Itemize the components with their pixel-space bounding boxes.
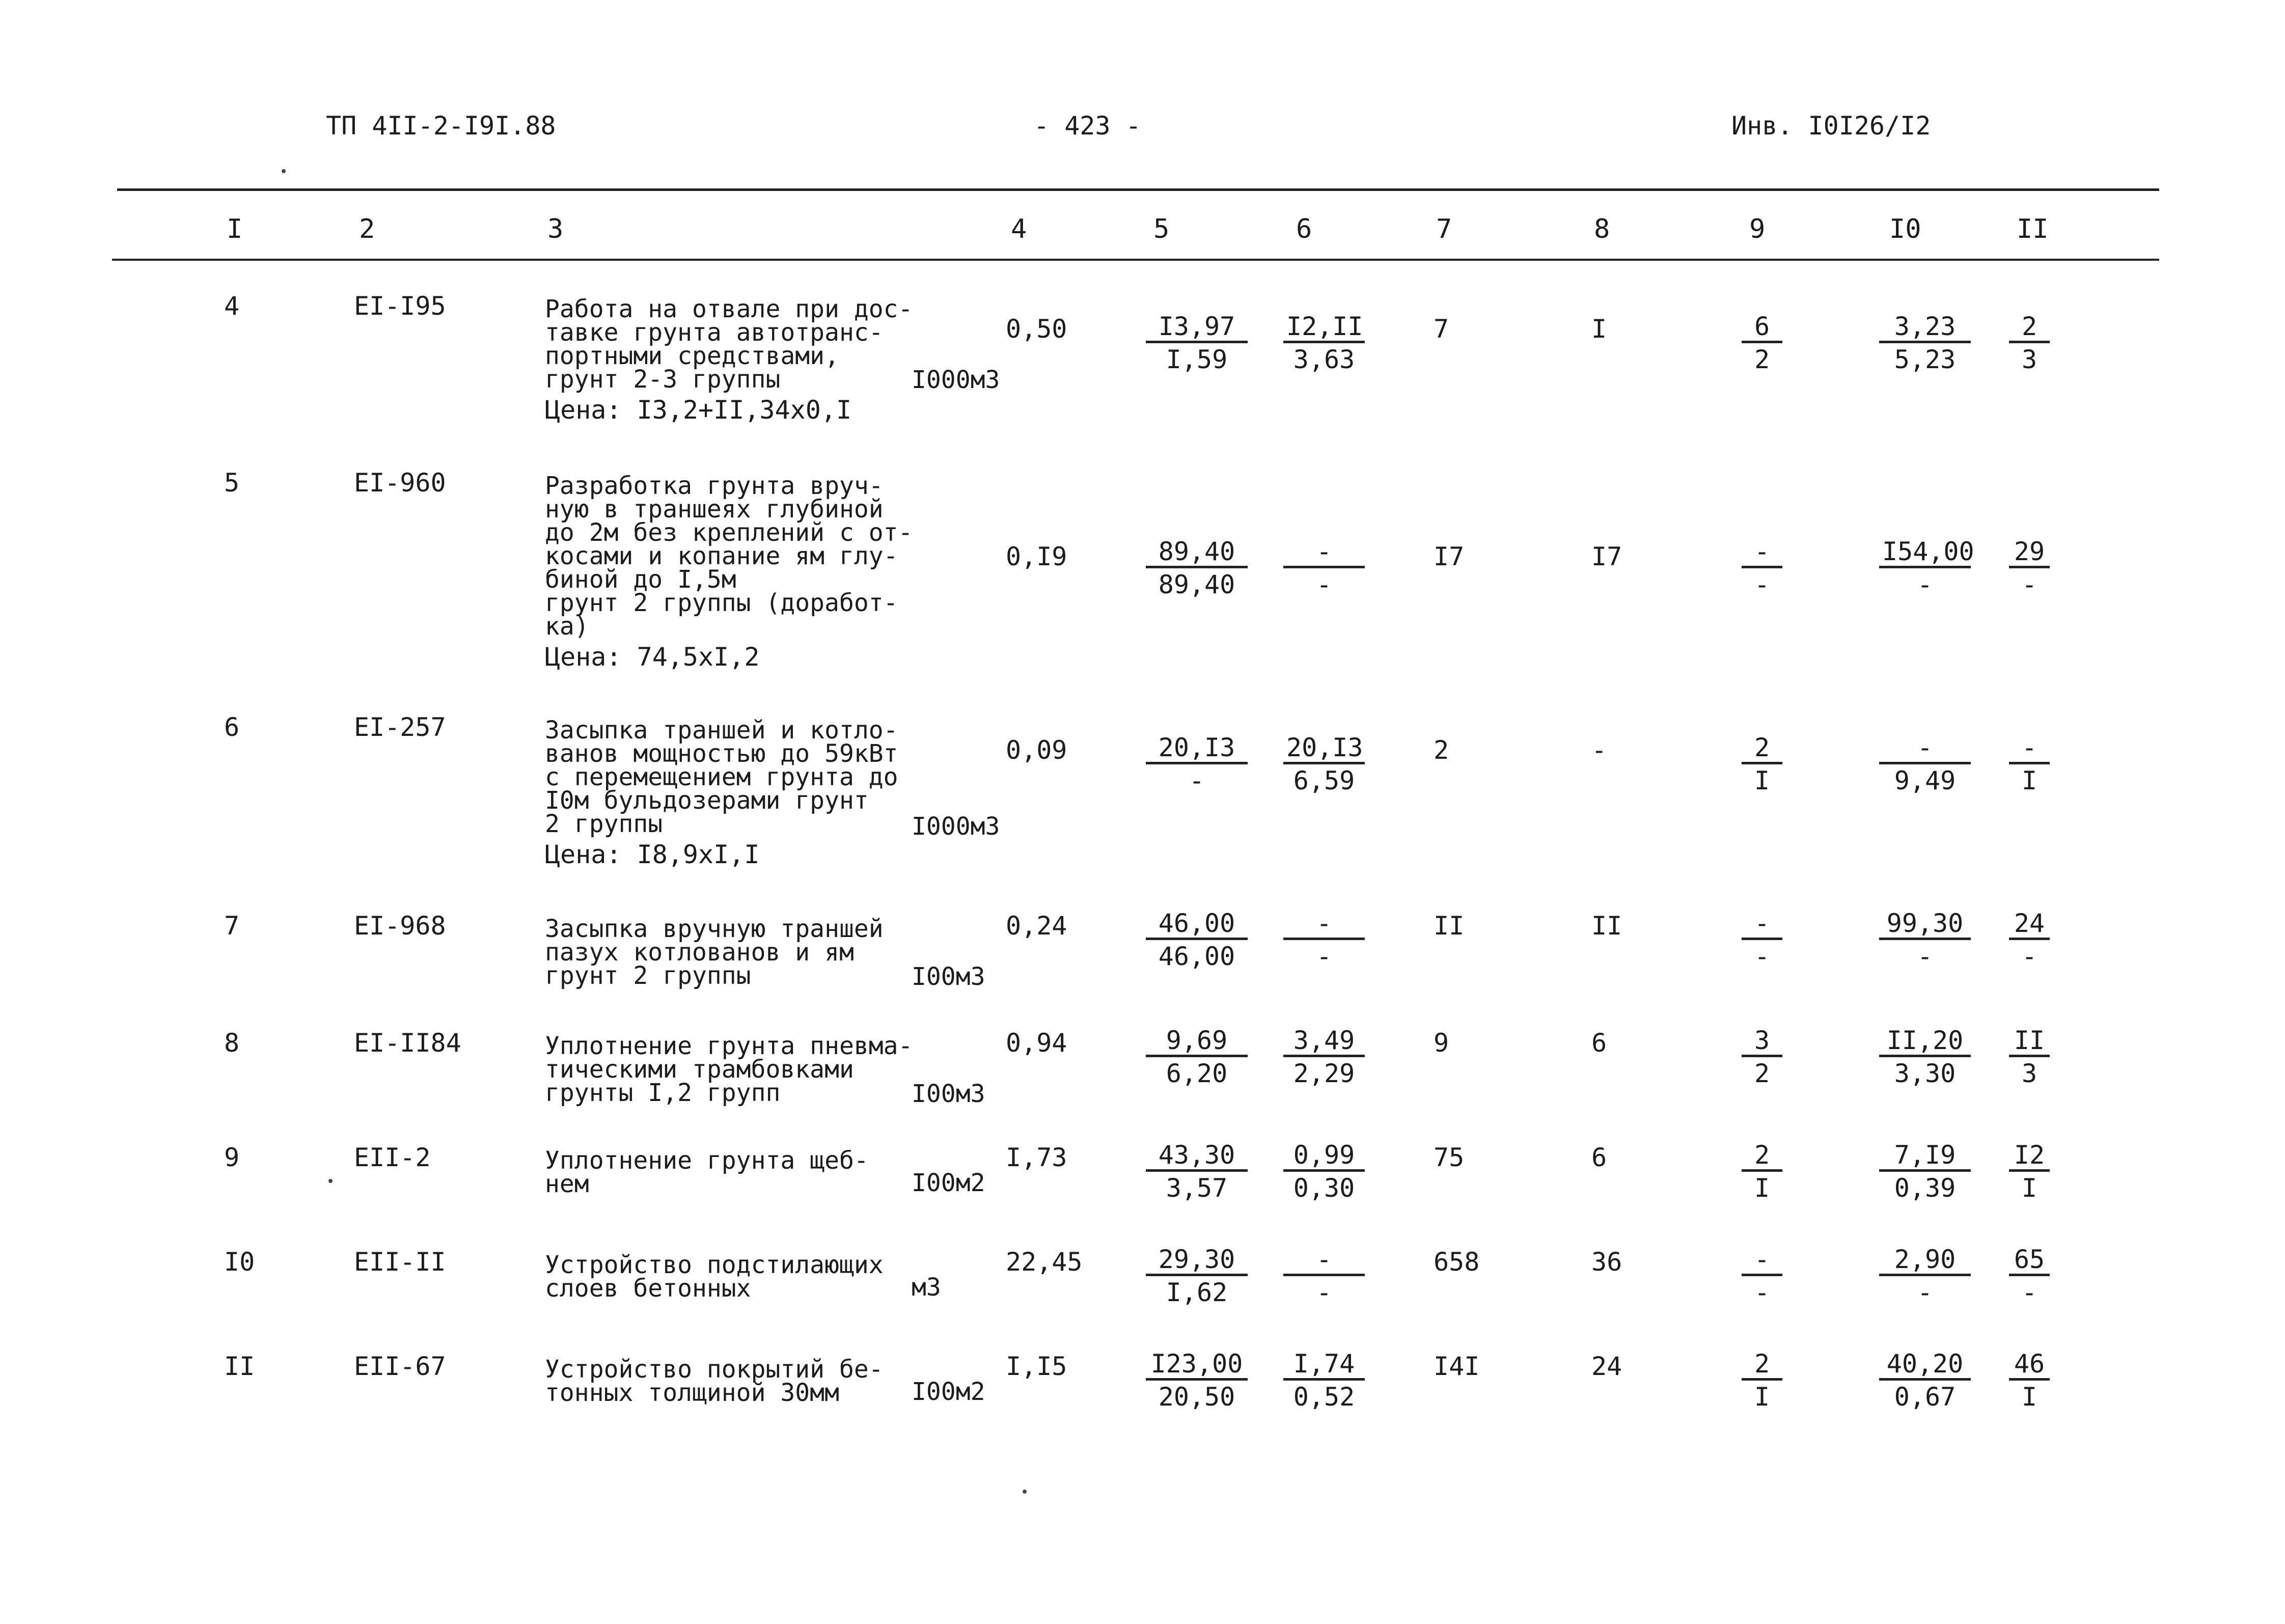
page-number: - 423 - [1034,111,1141,141]
col11-value-denominator: I [2021,1382,2038,1412]
norm-code: EII-2 [354,1143,431,1172]
col9-value-denominator: 2 [1754,345,1770,374]
col10-value-denominator: - [1917,942,1933,971]
col11-value-denominator: I [2021,1173,2038,1203]
col5-value-numerator: 46,00 [1146,909,1248,940]
col9-value [1742,909,1782,973]
col6-value-denominator: - [1316,1278,1332,1307]
col11-value [2009,1350,2050,1413]
col5-value [1146,733,1248,797]
col8-value: I [1591,314,1607,344]
unit-of-measure: I00м2 [912,1169,985,1197]
col6-value-numerator: I2,II [1283,312,1365,343]
col10-value [1879,1245,1971,1309]
col11-value-numerator: 46 [2009,1350,2050,1381]
col11-value [2009,537,2050,601]
col10-value-denominator: 3,30 [1894,1059,1956,1088]
norm-code: EI-968 [354,911,446,941]
column-header: 4 [1011,214,1027,244]
quantity: 22,45 [1006,1247,1083,1277]
col9-value [1742,733,1782,797]
description-line: грунты I,2 групп [545,1079,781,1107]
col9-value-denominator: I [1754,1173,1770,1203]
row-number: 7 [224,911,240,941]
col11-value-numerator: - [2009,733,2050,764]
description-line: ка) [545,612,589,641]
col9-value-denominator: - [1754,1278,1770,1307]
norm-code: EI-257 [354,712,446,742]
col6-value [1283,537,1365,601]
col9-value-numerator: 2 [1742,1350,1782,1381]
col7-value: 2 [1434,735,1449,765]
row-number: II [224,1352,255,1381]
price-formula: Цена: I8,9xI,I [545,840,760,869]
col11-value [2009,733,2050,797]
col8-value: 6 [1591,1028,1607,1058]
quantity: I,73 [1006,1143,1067,1172]
col9-value-numerator: 6 [1742,312,1782,343]
col10-value-numerator: - [1879,733,1971,764]
col5-value [1146,1141,1248,1204]
quantity: I,I5 [1006,1352,1067,1381]
col5-value-numerator: 9,69 [1146,1026,1248,1057]
description-line: биной до I,5м [545,565,736,594]
col10-value [1879,312,1971,376]
col6-value [1283,312,1365,376]
col9-value-denominator: I [1754,766,1770,795]
col7-value: II [1434,911,1465,941]
col10-value-numerator: I54,00 [1879,537,1971,568]
col5-value-denominator: 6,20 [1166,1059,1228,1088]
price-formula: Цена: I3,2+II,34x0,I [545,395,852,425]
col9-value-numerator: - [1742,909,1782,940]
col9-value-denominator: 2 [1754,1059,1770,1088]
col5-value-denominator: 89,40 [1158,570,1235,599]
col6-value-denominator: 6,59 [1293,766,1355,795]
col5-value-numerator: 29,30 [1146,1245,1248,1276]
column-header: 5 [1153,214,1170,244]
unit-of-measure: I000м3 [912,812,1000,841]
col11-value-numerator: I2 [2009,1141,2050,1172]
description-line: грунт 2 группы (доработ- [545,589,898,617]
work-description [545,915,884,990]
description-line: ную в траншеях глубиной [545,495,884,524]
col10-value [1879,1026,1971,1090]
col7-value: 7 [1434,314,1449,344]
col11-value-denominator: 3 [2021,1059,2038,1088]
norm-code: EII-II [354,1247,446,1277]
col10-value-denominator: 0,67 [1894,1382,1956,1412]
col11-value-denominator: - [2021,1278,2038,1307]
col9-value-numerator: 2 [1742,1141,1782,1172]
column-header: 7 [1436,214,1452,244]
unit-of-measure: I00м3 [912,1080,985,1108]
col9-value-denominator: - [1754,570,1770,599]
col9-value-denominator: I [1754,1382,1770,1412]
scan-speck [328,1179,333,1183]
description-line: грунт 2 группы [545,961,751,990]
description-line: Уплотнение грунта щеб- [545,1146,869,1175]
col11-value-denominator: - [2021,942,2038,971]
col7-value: 658 [1434,1247,1480,1277]
description-line: портными средствами, [545,342,839,370]
col5-value [1146,537,1248,601]
scan-speck [282,169,286,173]
description-line: Разработка грунта вруч- [545,472,884,500]
description-line: слоев бетонных [545,1274,751,1303]
quantity: 0,I9 [1006,542,1067,571]
col5-value-denominator: - [1189,766,1205,795]
row-number: 5 [224,468,240,498]
work-description [545,1251,884,1303]
col6-value-numerator: - [1283,537,1365,568]
col8-value: 36 [1591,1247,1622,1277]
row-number: 4 [224,291,240,321]
norm-code: EI-II84 [354,1028,461,1058]
col11-value-numerator: 2 [2009,312,2050,343]
col10-value [1879,733,1971,797]
col5-value-denominator: 20,50 [1158,1382,1235,1412]
col10-value [1879,537,1974,601]
col5-value-numerator: 43,30 [1146,1141,1248,1172]
row-number: 8 [224,1028,240,1058]
scan-speck [1023,1490,1027,1494]
col6-value-numerator: 0,99 [1283,1141,1365,1172]
col10-value-denominator: - [1917,1278,1933,1307]
unit-of-measure: I00м2 [912,1378,985,1406]
col5-value [1146,1026,1248,1090]
quantity: 0,94 [1006,1028,1067,1058]
col10-value-numerator: II,20 [1879,1026,1971,1057]
col5-value-denominator: I,62 [1166,1278,1228,1307]
description-line: 2 группы [545,810,663,838]
work-description [545,295,913,425]
description-line: I0м бульдозерами грунт [545,786,869,815]
col8-value: II [1591,911,1622,941]
col9-value [1742,1141,1782,1204]
col5-value-denominator: 3,57 [1166,1173,1228,1203]
description-line: нем [545,1170,589,1198]
col10-value-numerator: 40,20 [1879,1350,1971,1381]
unit-of-measure: I00м3 [912,962,985,991]
col5-value-numerator: 89,40 [1146,537,1248,568]
col9-value-numerator: 2 [1742,733,1782,764]
col11-value-denominator: - [2021,570,2038,599]
col10-value-denominator: 9,49 [1894,766,1956,795]
col8-value: 6 [1591,1143,1607,1172]
work-description [545,716,898,869]
description-line: тавке грунта автотранс- [545,318,884,347]
col8-value: I7 [1591,542,1622,571]
col10-value-denominator: - [1917,570,1933,599]
col8-value: 24 [1591,1352,1622,1381]
table-top-rule [117,188,2159,191]
col6-value [1283,1350,1365,1413]
unit-of-measure: м3 [912,1273,941,1302]
col11-value [2009,909,2050,973]
doc-code: ТП 4II-2-I9I.88 [326,111,556,141]
col10-value [1879,1141,1971,1204]
work-description [545,1355,884,1407]
col6-value-numerator: 3,49 [1283,1026,1365,1057]
col5-value-numerator: 20,I3 [1146,733,1248,764]
col10-value [1879,909,1971,973]
norm-code: EI-I95 [354,291,446,321]
description-line: ванов мощностью до 59кВт [545,739,898,768]
norm-code: EI-960 [354,468,446,498]
column-header: 2 [359,214,375,244]
description-line: тическими трамбовками [545,1055,854,1084]
col9-value-numerator: - [1742,537,1782,568]
description-line: тонных толщиной 30мм [545,1379,839,1407]
col7-value: 9 [1434,1028,1449,1058]
norm-code: EII-67 [354,1352,446,1381]
work-description [545,1034,913,1105]
col6-value-denominator: 0,30 [1293,1173,1355,1203]
col10-value-numerator: 7,I9 [1879,1141,1971,1172]
row-number: 6 [224,712,240,742]
description-line: Уплотнение грунта пневма- [545,1032,913,1060]
column-header: 3 [547,214,564,244]
col7-value: I7 [1434,542,1465,571]
col5-value [1146,1245,1248,1309]
col10-value [1879,1350,1971,1413]
col7-value: 75 [1434,1143,1465,1172]
col10-value-numerator: 99,30 [1879,909,1971,940]
column-header: 9 [1749,214,1766,244]
description-line: пазух котлованов и ям [545,938,854,967]
col6-value-denominator: - [1316,570,1332,599]
inventory-number: Инв. I0I26/I2 [1731,111,1931,141]
col9-value [1742,1245,1782,1309]
description-line: Устройство подстилающих [545,1251,884,1279]
row-number: 9 [224,1143,240,1172]
column-header: 8 [1594,214,1610,244]
description-line: Устройство покрытий бе- [545,1355,884,1384]
col6-value-numerator: I,74 [1283,1350,1365,1381]
col6-value [1283,1245,1365,1309]
work-description [545,472,913,672]
col6-value [1283,1026,1365,1090]
description-line: грунт 2-3 группы [545,365,781,394]
column-header: 6 [1296,214,1312,244]
col10-value-denominator: 5,23 [1894,345,1956,374]
col5-value [1146,1350,1248,1413]
work-description [545,1146,869,1198]
column-header: II [2017,214,2049,244]
col11-value-denominator: I [2021,766,2038,795]
quantity: 0,09 [1006,735,1067,765]
description-line: Работа на отвале при дос- [545,295,913,323]
price-formula: Цена: 74,5xI,2 [545,642,760,672]
col6-value [1283,909,1365,973]
col6-value-denominator: 0,52 [1293,1382,1355,1412]
col6-value [1283,733,1365,797]
unit-of-measure: I000м3 [912,366,1000,394]
col9-value [1742,1026,1782,1090]
col11-value-numerator: 65 [2009,1245,2050,1276]
col6-value-denominator: 2,29 [1293,1059,1355,1088]
col11-value [2009,1245,2050,1309]
column-header: I0 [1889,214,1921,244]
col5-value-numerator: I3,97 [1146,312,1248,343]
col6-value-numerator: - [1283,909,1365,940]
col5-value-numerator: I23,00 [1146,1350,1248,1381]
quantity: 0,50 [1006,314,1067,344]
col9-value [1742,312,1782,376]
col6-value-denominator: - [1316,942,1332,971]
col11-value-numerator: II [2009,1026,2050,1057]
col9-value [1742,1350,1782,1413]
col7-value: I4I [1434,1352,1480,1381]
description-line: Засыпка вручную траншей [545,915,884,943]
col5-value [1146,909,1248,973]
col9-value [1742,537,1782,601]
col5-value [1146,312,1248,376]
col11-value-numerator: 29 [2009,537,2050,568]
col11-value [2009,312,2050,376]
col10-value-numerator: 3,23 [1879,312,1971,343]
col6-value-numerator: 20,I3 [1283,733,1365,764]
col11-value-denominator: 3 [2021,345,2038,374]
col10-value-denominator: 0,39 [1894,1173,1956,1203]
col6-value-denominator: 3,63 [1293,345,1355,374]
col11-value [2009,1026,2050,1090]
col9-value-denominator: - [1754,942,1770,971]
col9-value-numerator: - [1742,1245,1782,1276]
description-line: до 2м без креплений с от- [545,518,913,547]
col6-value [1283,1141,1365,1204]
col8-value: - [1591,735,1607,765]
column-header: I [227,214,243,244]
col11-value [2009,1141,2050,1204]
col5-value-denominator: 46,00 [1158,942,1235,971]
col11-value-numerator: 24 [2009,909,2050,940]
col5-value-denominator: I,59 [1166,345,1228,374]
description-line: с перемещением грунта до [545,763,898,791]
row-number: I0 [224,1247,255,1277]
col6-value-numerator: - [1283,1245,1365,1276]
col9-value-numerator: 3 [1742,1026,1782,1057]
description-line: Засыпка траншей и котло- [545,716,898,745]
quantity: 0,24 [1006,911,1067,941]
col10-value-numerator: 2,90 [1879,1245,1971,1276]
description-line: косами и копание ям глу- [545,542,898,570]
header-bottom-rule [112,259,2159,261]
